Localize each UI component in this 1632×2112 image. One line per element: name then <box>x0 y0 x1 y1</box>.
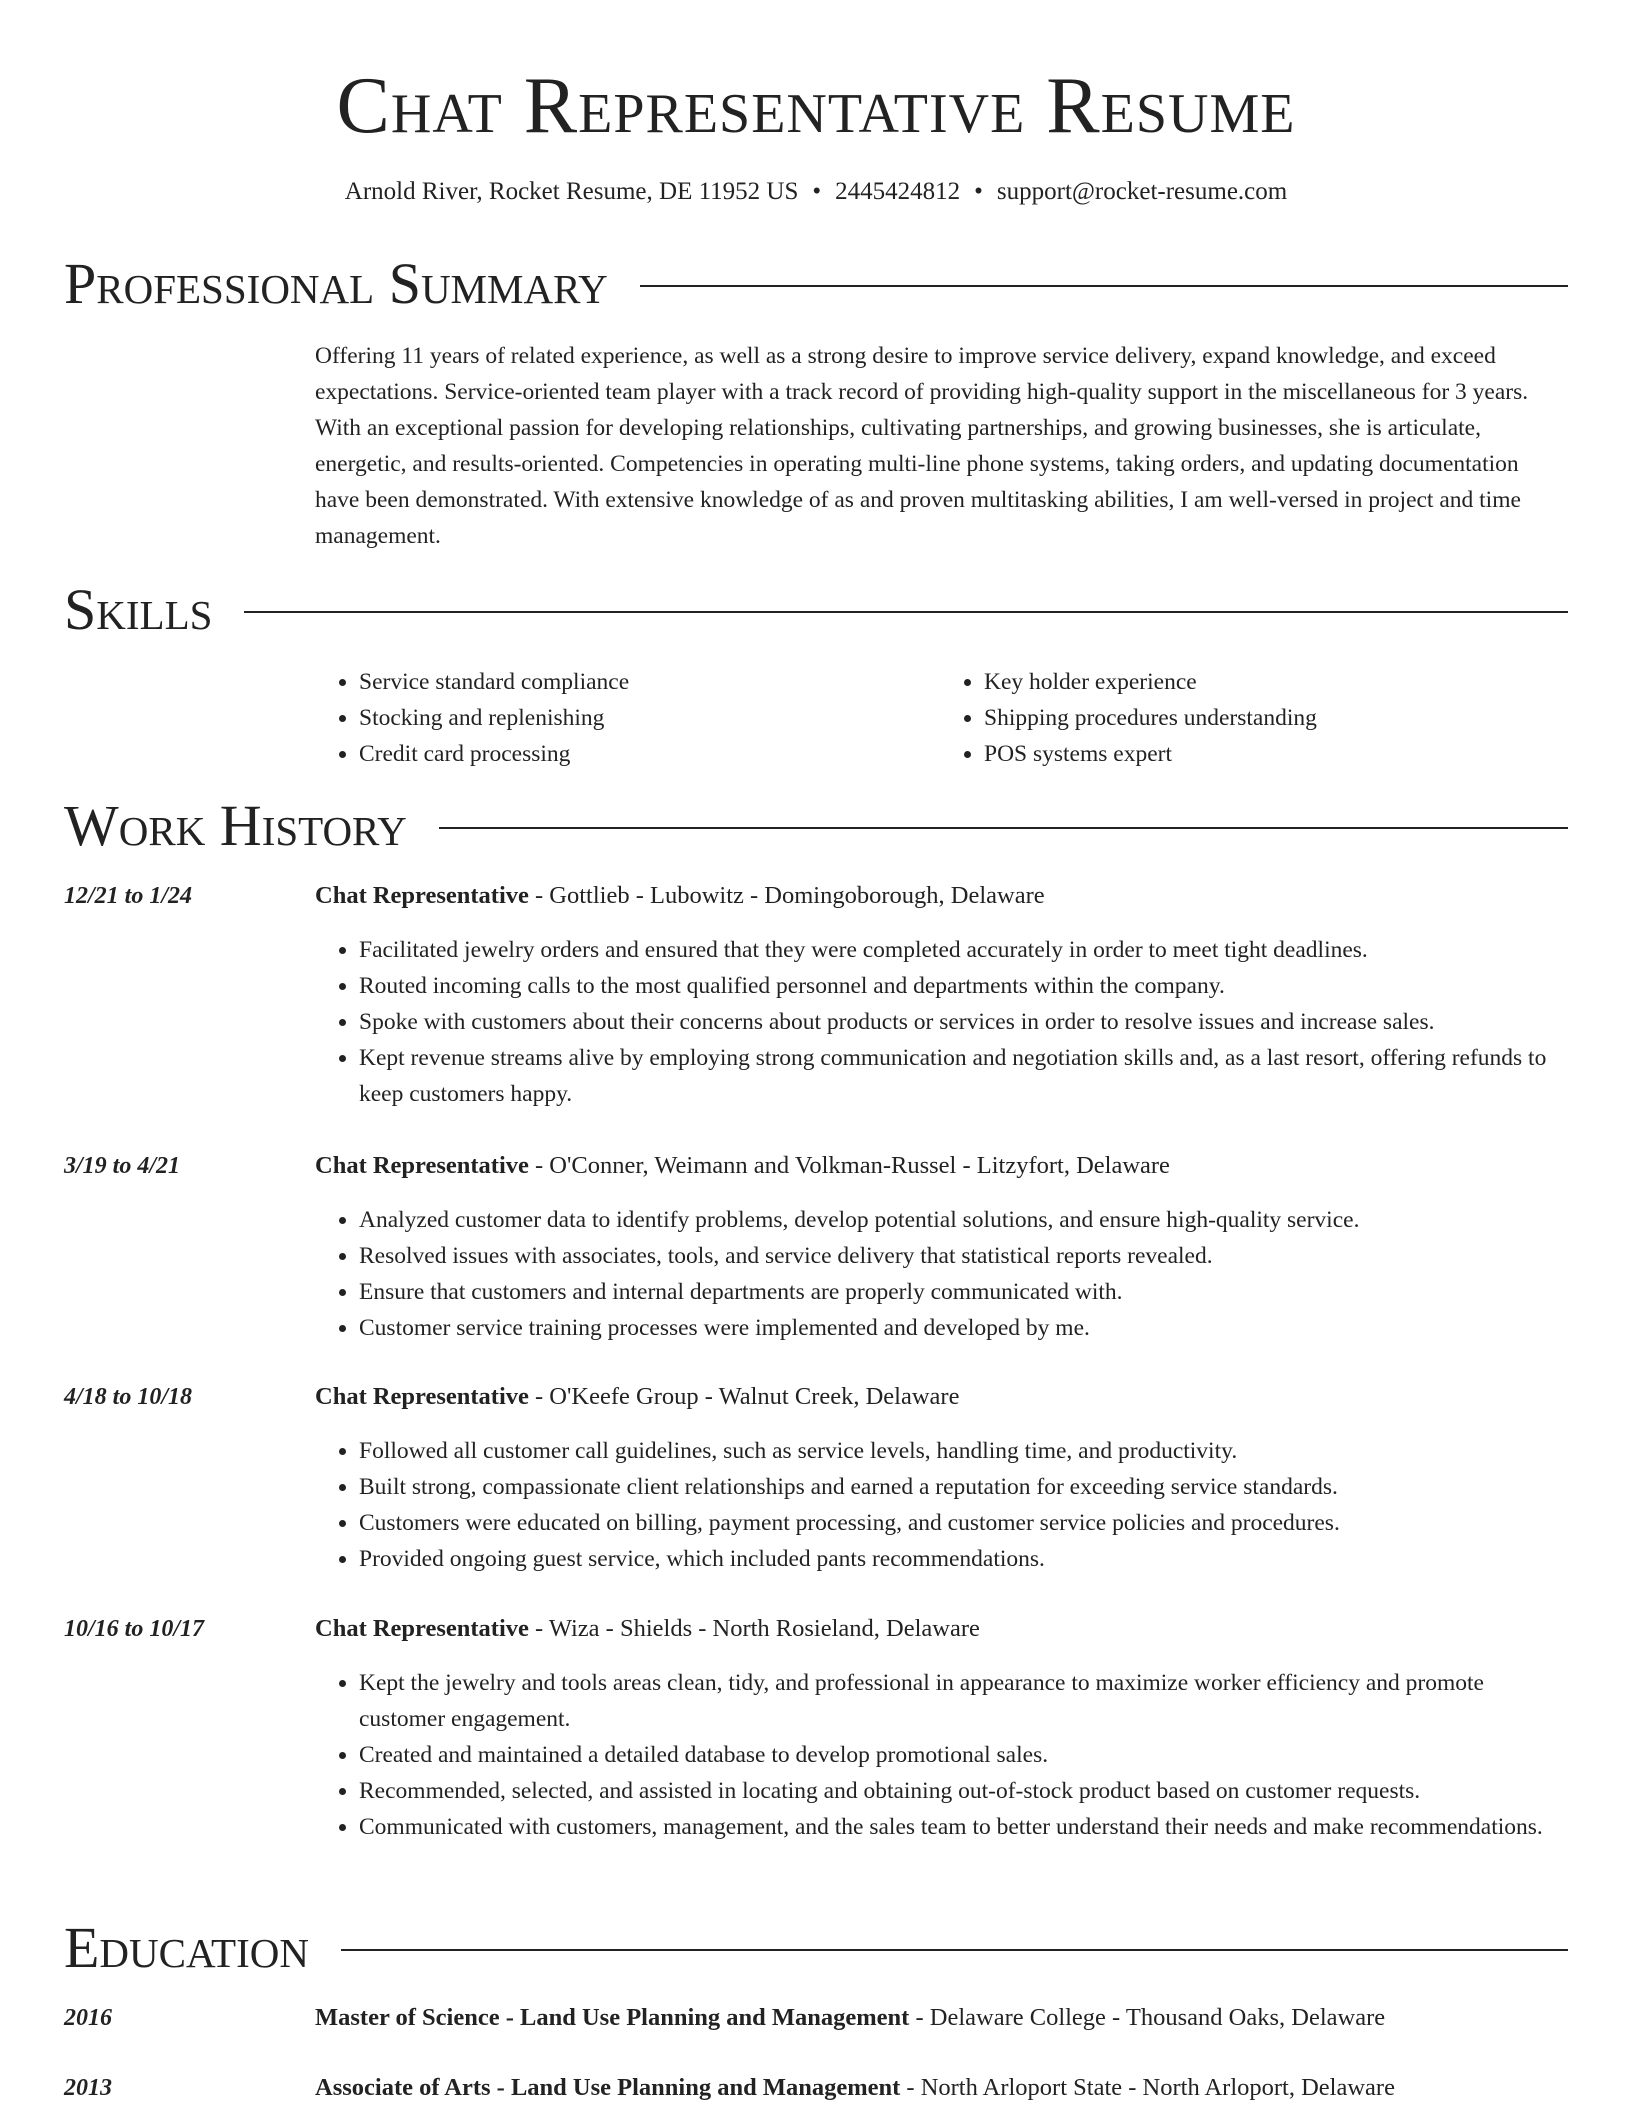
skill-item: • Shipping procedures understanding <box>984 700 1565 736</box>
skills-column <box>940 664 1565 772</box>
education-year: 2016 <box>64 2005 112 2031</box>
job-bullet: • Resolved issues with associates, tools, and service delivery that statistical reports revealed. <box>359 1238 1570 1274</box>
job-bullet: • Provided ongoing guest service, which included pants recommendations. <box>359 1541 1570 1577</box>
section-title: Work History <box>64 793 407 858</box>
job-bullet: • Customer service training processes were implemented and developed by me. <box>359 1310 1570 1346</box>
contact-separator: • <box>812 178 822 205</box>
education-degree: Associate of Arts - Land Use Planning and Management <box>315 2074 901 2101</box>
section-divider <box>640 285 1568 287</box>
job-dates: 3/19 to 4/21 <box>64 1153 181 1179</box>
skills-list <box>315 664 1565 772</box>
job-bullet: • Recommended, selected, and assisted in locating and obtaining out-of-stock product based on customer requests. <box>359 1773 1570 1809</box>
job-bullet: • Analyzed customer data to identify problems, develop potential solutions, and ensure high-quality service. <box>359 1202 1570 1238</box>
section-divider <box>439 827 1568 829</box>
education-header <box>315 2070 1395 2106</box>
job-header <box>315 1379 959 1415</box>
job-dates: 10/16 to 10/17 <box>64 1616 205 1642</box>
education-school: - North Arloport State - North Arloport, Delaware <box>900 2074 1395 2101</box>
job-bullet: • Created and maintained a detailed database to develop promotional sales. <box>359 1737 1570 1773</box>
section-title: Education <box>64 1915 309 1980</box>
summary-text: Offering 11 years of related experience, as well as a strong desire to improve service delivery, expand knowledge, and exceed expectations. Service-oriented team player with a track record of providing high-quality support in the miscellaneous for 3 years. With an exceptional passion for developing relationships, cultivating partnerships, and growing businesses, she is articulate, energetic, and results-oriented. Competencies in operating multi-line phone systems, taking orders, and updating documentation have been demonstrated. With extensive knowledge of as and proven multitasking abilities, I am well-versed in project and time management. <box>315 343 1529 549</box>
contact-line <box>0 175 1632 209</box>
job-bullets <box>315 1665 1570 1845</box>
section-title: Skills <box>64 577 213 642</box>
education-school: - Delaware College - Thousand Oaks, Delaware <box>909 2004 1386 2031</box>
job-bullet: • Kept the jewelry and tools areas clean, tidy, and professional in appearance to maximize worker efficiency and promote customer engagement. <box>359 1665 1570 1737</box>
job-bullets <box>315 1202 1570 1346</box>
job-bullet: • Followed all customer call guidelines, such as service levels, handling time, and productivity. <box>359 1433 1570 1469</box>
contact-phone: 2445424812 <box>835 178 961 205</box>
job-header <box>315 1611 980 1647</box>
section-skills-header <box>64 578 1568 642</box>
job-bullet: • Built strong, compassionate client relationships and earned a reputation for exceeding service standards. <box>359 1469 1570 1505</box>
job-bullets <box>315 1433 1570 1577</box>
job-employer: - Gottlieb - Lubowitz - Domingoborough, Delaware <box>528 882 1045 909</box>
education-degree: Master of Science - Land Use Planning and Management <box>315 2004 910 2031</box>
section-education-header <box>64 1916 1568 1980</box>
skills-column <box>315 664 940 772</box>
job-employer: - O'Conner, Weimann and Volkman-Russel - Litzyfort, Delaware <box>528 1152 1170 1179</box>
job-bullets <box>315 932 1570 1112</box>
job-dates: 4/18 to 10/18 <box>64 1384 193 1410</box>
job-title: Chat Representative <box>315 882 529 909</box>
contact-separator: • <box>974 178 983 205</box>
contact-email: support@rocket-resume.com <box>996 178 1288 205</box>
job-dates: 12/21 to 1/24 <box>64 883 193 909</box>
skill-item: • Service standard compliance <box>359 664 940 700</box>
skill-item: • Stocking and replenishing <box>359 700 940 736</box>
education-header <box>315 2000 1385 2036</box>
section-divider <box>341 1949 1568 1951</box>
section-work-header <box>64 794 1568 858</box>
section-title: Professional Summary <box>64 251 608 316</box>
job-bullet: • Customers were educated on billing, payment processing, and customer service policies and procedures. <box>359 1505 1570 1541</box>
education-year: 2013 <box>64 2075 112 2101</box>
job-bullet: • Spoke with customers about their concerns about products or services in order to resolve issues and increase sales. <box>359 1004 1570 1040</box>
section-divider <box>244 611 1568 613</box>
skill-item: • Credit card processing <box>359 736 940 772</box>
job-title: Chat Representative <box>315 1152 529 1179</box>
job-header <box>315 878 1045 914</box>
skill-item: • POS systems expert <box>984 736 1565 772</box>
job-bullet: • Kept revenue streams alive by employing strong communication and negotiation skills and, as a last resort, offering refunds to keep customers happy. <box>359 1040 1570 1112</box>
job-bullet: • Ensure that customers and internal departments are properly communicated with. <box>359 1274 1570 1310</box>
contact-address: Arnold River, Rocket Resume, DE 11952 US <box>344 178 799 205</box>
job-bullet: • Routed incoming calls to the most qualified personnel and departments within the company. <box>359 968 1570 1004</box>
job-title: Chat Representative <box>315 1615 529 1642</box>
job-employer: - O'Keefe Group - Walnut Creek, Delaware <box>528 1383 960 1410</box>
section-summary-header <box>64 252 1568 316</box>
skill-item: • Key holder experience <box>984 664 1565 700</box>
job-employer: - Wiza - Shields - North Rosieland, Delaware <box>528 1615 980 1642</box>
resume-title: Chat Representative Resume <box>336 62 1296 150</box>
job-bullet: • Facilitated jewelry orders and ensured that they were completed accurately in order to meet tight deadlines. <box>359 932 1570 968</box>
job-title: Chat Representative <box>315 1383 529 1410</box>
job-bullet: • Communicated with customers, management, and the sales team to better understand their needs and make recommendations. <box>359 1809 1570 1845</box>
job-header <box>315 1148 1170 1184</box>
